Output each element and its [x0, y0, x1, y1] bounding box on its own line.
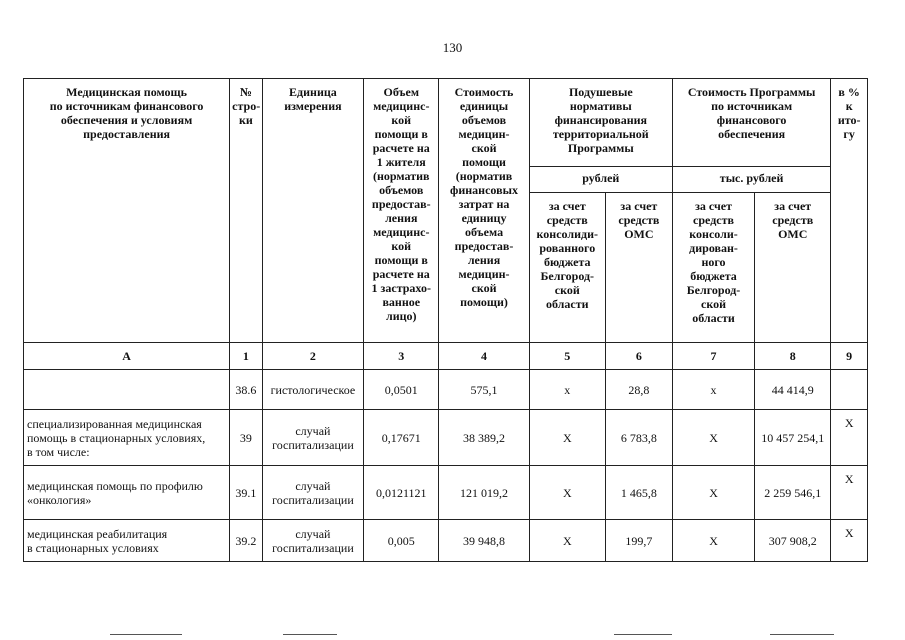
column-number: 3 — [364, 343, 439, 370]
header-unit-rub: рублей — [529, 167, 672, 193]
row-number: 38.6 — [230, 370, 262, 410]
header-group-per-capita: Подушевые нормативы финансирования территориальной Программы — [529, 79, 672, 167]
row-name: медицинская помощь по профилю «онкология» — [24, 466, 230, 520]
row-unit: случай госпитализации — [262, 466, 364, 520]
column-number: 1 — [230, 343, 262, 370]
header-col-percent: в % к ито- гу — [831, 79, 868, 343]
row-unit-cost: 575,1 — [439, 370, 529, 410]
row-unit: случай госпитализации — [262, 410, 364, 466]
row-number: 39.1 — [230, 466, 262, 520]
table-row — [24, 410, 868, 466]
row-number: 39.2 — [230, 520, 262, 562]
scan-artifact — [770, 634, 834, 635]
column-number: 5 — [529, 343, 605, 370]
row-volume: 0,0121121 — [364, 466, 439, 520]
scan-artifact — [283, 634, 337, 635]
table-row — [24, 466, 868, 520]
header-col-cost-budget: за счет средств консоли- дирован- ного бюджета Белгород- ской области — [672, 193, 754, 343]
row-cost-oms: 44 414,9 — [755, 370, 831, 410]
column-number: 6 — [605, 343, 672, 370]
header-unit-thousand-rub: тыс. рублей — [672, 167, 830, 193]
row-cost-oms: 2 259 546,1 — [755, 466, 831, 520]
row-cost-budget: Х — [672, 466, 754, 520]
table-row — [24, 370, 868, 410]
row-per-capita-oms: 28,8 — [605, 370, 672, 410]
row-per-capita-budget: Х — [529, 466, 605, 520]
header-col-per-capita-budget: за счет средств консолиди- рованного бюджета Белгород- ской области — [529, 193, 605, 343]
column-numbers-row — [24, 343, 868, 370]
row-volume: 0,0501 — [364, 370, 439, 410]
row-percent: Х — [831, 466, 868, 520]
row-unit-cost: 38 389,2 — [439, 410, 529, 466]
row-percent: Х — [831, 410, 868, 466]
row-percent: Х — [831, 520, 868, 562]
row-number: 39 — [230, 410, 262, 466]
row-cost-budget: х — [672, 370, 754, 410]
row-name: специализированная медицинская помощь в стационарных условиях, в том числе: — [24, 410, 230, 466]
row-per-capita-budget: х — [529, 370, 605, 410]
header-col-unit-cost: Стоимость единицы объемов медицин- ской помощи (норматив финансовых затрат на единицу объема предостав- ления медицин- ской помощи) — [439, 79, 529, 343]
page-number: 130 — [442, 40, 463, 55]
column-number: 8 — [755, 343, 831, 370]
row-name: медицинская реабилитация в стационарных условиях — [24, 520, 230, 562]
row-percent — [831, 370, 868, 410]
row-cost-oms: 307 908,2 — [755, 520, 831, 562]
row-unit-cost: 121 019,2 — [439, 466, 529, 520]
column-number: 4 — [439, 343, 529, 370]
row-per-capita-budget: Х — [529, 520, 605, 562]
row-cost-budget: Х — [672, 520, 754, 562]
table-row — [24, 520, 868, 562]
row-unit: случай госпитализации — [262, 520, 364, 562]
program-cost-table — [23, 78, 868, 562]
header-col-per-capita-oms: за счет средств ОМС — [605, 193, 672, 343]
row-cost-oms: 10 457 254,1 — [755, 410, 831, 466]
column-number: А — [24, 343, 230, 370]
header-col-volume: Объем медицинс- кой помощи в расчете на 1 жителя (норматив объемов предостав- ления медицинс- кой помощи в расчете на 1 застрахо- ванное лицо) — [364, 79, 439, 343]
header-col-unit: Единица измерения — [262, 79, 364, 343]
header-col-row-number: № стро- ки — [230, 79, 262, 343]
row-cost-budget: Х — [672, 410, 754, 466]
column-number: 7 — [672, 343, 754, 370]
row-volume: 0,17671 — [364, 410, 439, 466]
header-row-1 — [24, 79, 868, 167]
column-number: 9 — [831, 343, 868, 370]
row-per-capita-oms: 199,7 — [605, 520, 672, 562]
header-col-a: Медицинская помощь по источникам финансового обеспечения и условиям предоставления — [24, 79, 230, 343]
row-per-capita-oms: 6 783,8 — [605, 410, 672, 466]
scan-artifact — [614, 634, 672, 635]
row-volume: 0,005 — [364, 520, 439, 562]
row-per-capita-budget: Х — [529, 410, 605, 466]
row-unit: гистологическое — [262, 370, 364, 410]
scan-artifact — [110, 634, 182, 635]
column-number: 2 — [262, 343, 364, 370]
header-group-program-cost: Стоимость Программы по источникам финансового обеспечения — [672, 79, 830, 167]
header-col-cost-oms: за счет средств ОМС — [755, 193, 831, 343]
row-name — [24, 370, 230, 410]
row-per-capita-oms: 1 465,8 — [605, 466, 672, 520]
row-unit-cost: 39 948,8 — [439, 520, 529, 562]
